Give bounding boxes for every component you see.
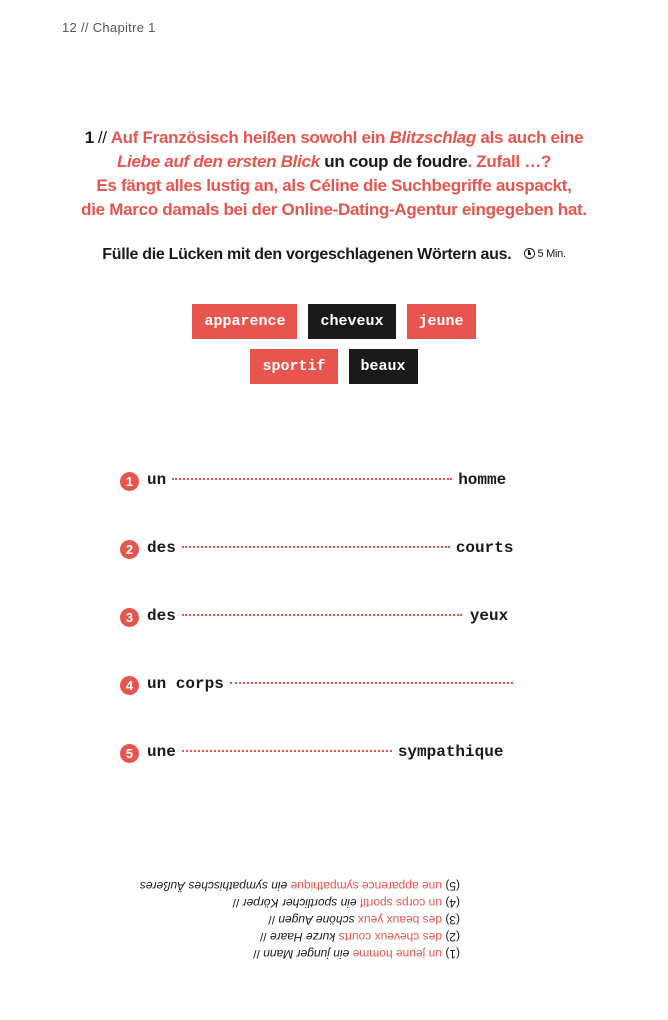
item-suffix: sympathique	[397, 743, 504, 761]
blank-line[interactable]	[182, 750, 392, 752]
item-number-badge: 2	[120, 540, 139, 559]
answer-german: ein sympathisches Äußeres	[139, 879, 288, 893]
answer-number: (5)	[445, 879, 460, 893]
word-bank-row	[0, 304, 668, 339]
answer-german: ein junger Mann	[263, 947, 350, 961]
item-number-badge: 5	[120, 744, 139, 763]
item-prefix: un	[147, 471, 167, 489]
intro-term-liebe: Liebe auf den ersten Blick	[116, 152, 320, 171]
blank-line[interactable]	[182, 614, 462, 616]
answer-number: (3)	[445, 913, 460, 927]
word-chip-sportif: sportif	[250, 349, 337, 384]
answer-line-3	[60, 911, 460, 928]
page-header: 12 // Chapitre 1	[62, 20, 156, 35]
blank-line[interactable]	[182, 546, 450, 548]
exercise-item-4	[120, 674, 519, 693]
answer-number: (2)	[445, 930, 460, 944]
word-chip-cheveux: cheveux	[308, 304, 395, 339]
answer-separator: //	[253, 947, 260, 961]
blank-line[interactable]	[230, 682, 513, 684]
item-prefix: un corps	[147, 675, 224, 693]
intro-text-3: . Zufall …?	[467, 152, 552, 171]
word-bank-row	[0, 349, 668, 384]
intro-text-1: Auf Französisch heißen sowohl ein	[110, 128, 390, 147]
word-bank	[0, 304, 668, 394]
item-suffix: yeux	[469, 607, 509, 625]
exercise-number: 1	[84, 128, 94, 147]
item-number-badge: 3	[120, 608, 139, 627]
answer-line-4	[60, 894, 460, 911]
word-chip-apparence: apparence	[192, 304, 297, 339]
answer-number: (4)	[445, 896, 460, 910]
answer-key-upside-down	[60, 872, 460, 962]
blank-line[interactable]	[172, 478, 452, 480]
answer-german: schöne Augen	[278, 913, 355, 927]
number-separator: //	[97, 128, 107, 147]
answer-line-2	[60, 928, 460, 945]
item-prefix: des	[147, 607, 176, 625]
intro-term-french: un coup de foudre	[319, 152, 468, 171]
answer-german: ein sportlicher Körper	[242, 896, 357, 910]
answer-number: (1)	[445, 947, 460, 961]
answer-french: une apparence sympathique	[290, 879, 442, 893]
item-suffix: courts	[455, 539, 514, 557]
answer-separator: //	[259, 930, 267, 944]
item-number-badge: 1	[120, 472, 139, 491]
answer-german: kurze Haare	[269, 930, 336, 944]
time-label: 5 Min.	[537, 247, 566, 260]
intro-text-2: als auch eine	[476, 128, 584, 147]
item-prefix: des	[147, 539, 176, 557]
answer-french: un jeune homme	[352, 947, 442, 961]
answer-french: des beaux yeux	[357, 913, 442, 927]
exercise-item-2	[120, 538, 513, 557]
answer-line-1	[60, 945, 460, 962]
item-suffix: homme	[458, 471, 507, 489]
word-chip-jeune: jeune	[407, 304, 476, 339]
exercise-item-3	[120, 606, 508, 625]
answer-line-5	[60, 877, 460, 894]
exercise-intro	[40, 126, 628, 222]
exercise-item-5	[120, 742, 503, 761]
clock-icon	[524, 248, 535, 259]
item-number-badge: 4	[120, 676, 139, 695]
intro-line-4: die Marco damals bei der Online-Dating-Agentur eingegeben hat.	[81, 200, 587, 219]
instruction	[40, 246, 628, 264]
exercise-item-1	[120, 470, 506, 489]
answer-separator: //	[268, 913, 275, 927]
item-prefix: une	[147, 743, 176, 761]
time-estimate	[524, 248, 566, 260]
intro-line-3: Es fängt alles lustig an, als Céline die Suchbegriffe auspackt,	[96, 176, 572, 195]
word-chip-beaux: beaux	[349, 349, 418, 384]
instruction-text: Fülle die Lücken mit den vorgeschlagenen Wörtern aus.	[102, 246, 512, 263]
answer-french: un corps sportif	[359, 896, 442, 910]
answer-separator: //	[232, 896, 240, 910]
answer-french: des cheveux courts	[338, 930, 442, 944]
intro-term-blitzschlag: Blitzschlag	[389, 128, 476, 147]
